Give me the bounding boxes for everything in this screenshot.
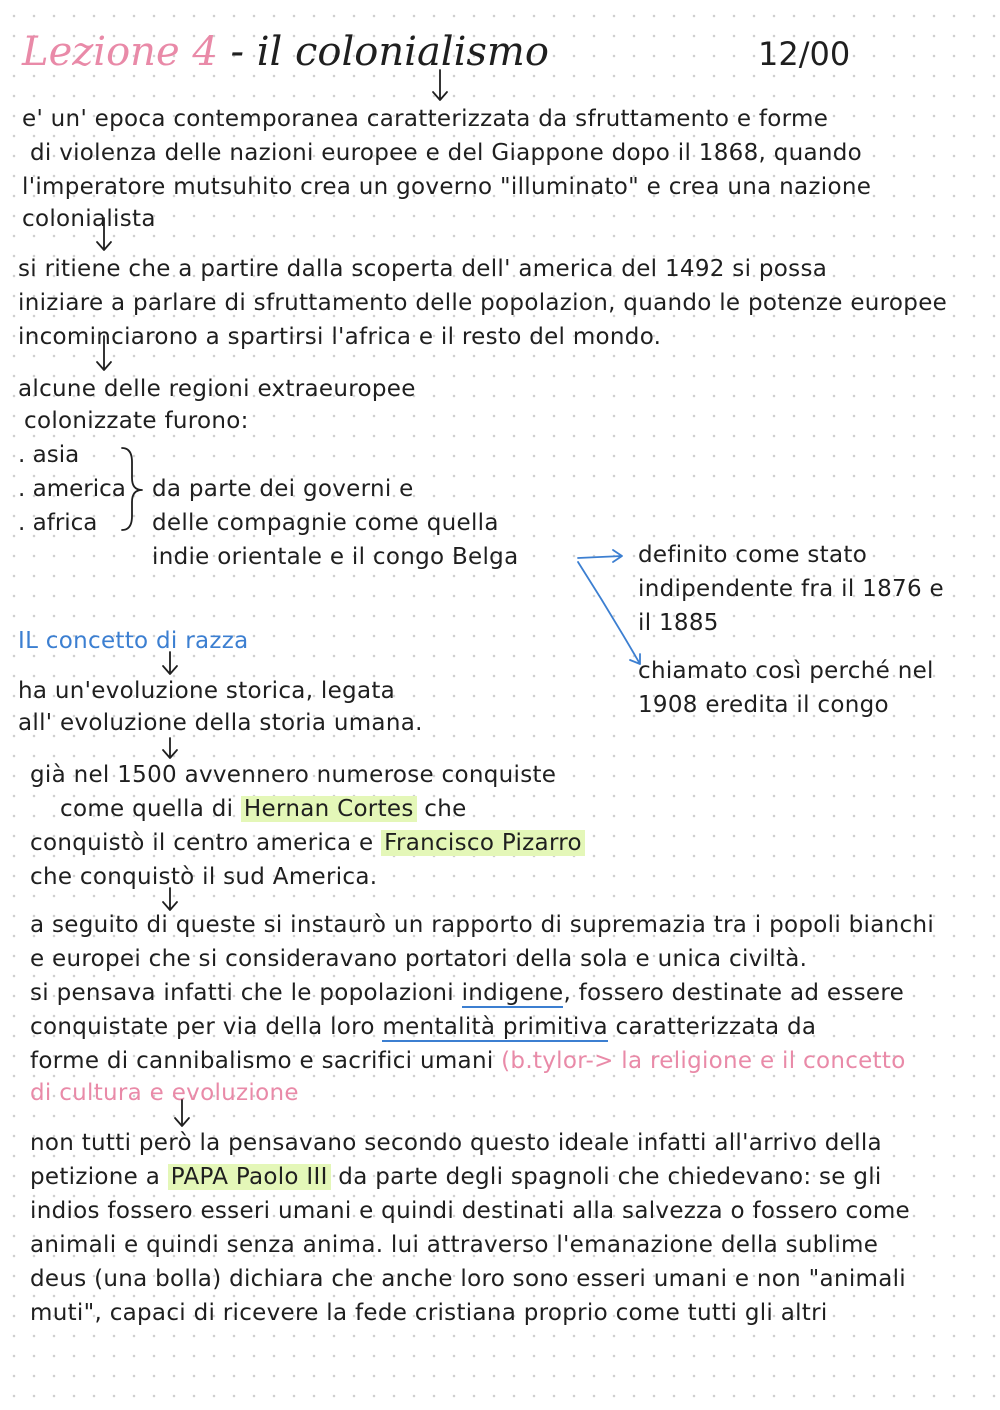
underline-indigene: indigene [461, 980, 564, 1006]
text-span: da parte degli spagnoli che chiedevano: se gli [338, 1164, 882, 1190]
pink-note: (b.tylor-> la religione e il concetto [501, 1048, 906, 1074]
text-line: da parte dei governi e [152, 476, 414, 502]
text-span: , fossero destinate ad essere [563, 980, 905, 1006]
text-line: si ritiene che a partire dalla scoperta dell' america del 1492 si possa [18, 256, 828, 282]
side-note-line: il 1885 [638, 610, 719, 636]
lesson-topic: - il colonialismo [230, 29, 549, 75]
text-span: come quella di [60, 796, 234, 822]
brace-icon [122, 448, 142, 530]
text-line: colonizzate furono: [24, 408, 249, 434]
page-date: 12/00 [758, 35, 851, 73]
text-line: colonialista [22, 206, 156, 232]
highlight-papa: PAPA Paolo III [168, 1164, 331, 1190]
text-line: animali e quindi senza anima. lui attraverso l'emanazione della sublime [30, 1232, 879, 1258]
text-span: conquistate per via della loro [30, 1014, 375, 1040]
text-span: caratterizzata da [615, 1014, 817, 1040]
text-line: alcune delle regioni extraeuropee [18, 376, 416, 402]
text-line: delle compagnie come quella [152, 510, 499, 536]
highlight-cortes: Hernan Cortes [241, 796, 417, 822]
arrow-down-icon [433, 70, 447, 100]
text-span: forme di cannibalismo e sacrifici umani [30, 1048, 494, 1074]
text-span: petizione a [30, 1164, 161, 1190]
side-note-line: chiamato così perché nel [638, 658, 934, 684]
text-line: non tutti però la pensavano secondo questo ideale infatti all'arrivo della [30, 1130, 882, 1156]
section-heading: IL concetto di razza [18, 628, 249, 654]
text-line: incominciarono a spartirsi l'africa e il resto del mondo. [18, 324, 662, 350]
arrow-down-icon [163, 652, 177, 674]
text-span: si pensava infatti che le popolazioni [30, 980, 454, 1006]
text-span: conquistò il centro america e [30, 830, 374, 856]
text-line: a seguito di queste si instaurò un rapporto di supremazia tra i popoli bianchi [30, 912, 935, 938]
text-line: che conquistò il sud America. [30, 864, 378, 890]
side-note-line: 1908 eredita il congo [638, 692, 889, 718]
arrow-down-icon [163, 888, 177, 910]
arrow-down-icon [163, 738, 177, 758]
lesson-label: Lezione 4 [22, 29, 218, 75]
highlight-pizarro: Francisco Pizarro [381, 830, 585, 856]
text-line: all' evoluzione della storia umana. [18, 710, 423, 736]
text-line: già nel 1500 avvennero numerose conquiste [30, 762, 557, 788]
arrow-down-icon [97, 218, 111, 250]
list-item: . asia [18, 442, 80, 468]
text-line: e' un' epoca contemporanea caratterizzata da sfruttamento e forme [22, 106, 829, 132]
text-line: ha un'evoluzione storica, legata [18, 678, 396, 704]
arrow-down-icon [97, 336, 111, 370]
text-line: indios fossero esseri umani e quindi destinati alla salvezza o fossero come [30, 1198, 910, 1224]
text-span: che [424, 796, 467, 822]
arrow-down-icon [175, 1100, 189, 1126]
text-line: l'imperatore mutsuhito crea un governo "illuminato" e crea una nazione [22, 174, 872, 200]
side-note-line: indipendente fra il 1876 e [638, 576, 944, 602]
text-line: e europei che si consideravano portatori della sola e unica civiltà. [30, 946, 808, 972]
text-line: di violenza delle nazioni europee e del Giappone dopo il 1868, quando [30, 140, 863, 166]
list-item: . africa [18, 510, 98, 536]
text-line: indie orientale e il congo Belga [152, 544, 519, 570]
list-item: . america [18, 476, 126, 502]
arrow-curve-icon [578, 562, 640, 664]
text-line: deus (una bolla) dichiara che anche loro sono esseri umani e non "animali [30, 1266, 906, 1292]
pink-note: di cultura e evoluzione [30, 1080, 299, 1106]
text-line: iniziare a parlare di sfruttamento delle popolazion, quando le potenze europee [18, 290, 948, 316]
text-line: muti", capaci di ricevere la fede cristiana proprio come tutti gli altri [30, 1300, 828, 1326]
side-note-line: definito come stato [638, 542, 868, 568]
underline-mentalita: mentalità primitiva [382, 1014, 608, 1040]
arrow-right-icon [578, 550, 622, 562]
